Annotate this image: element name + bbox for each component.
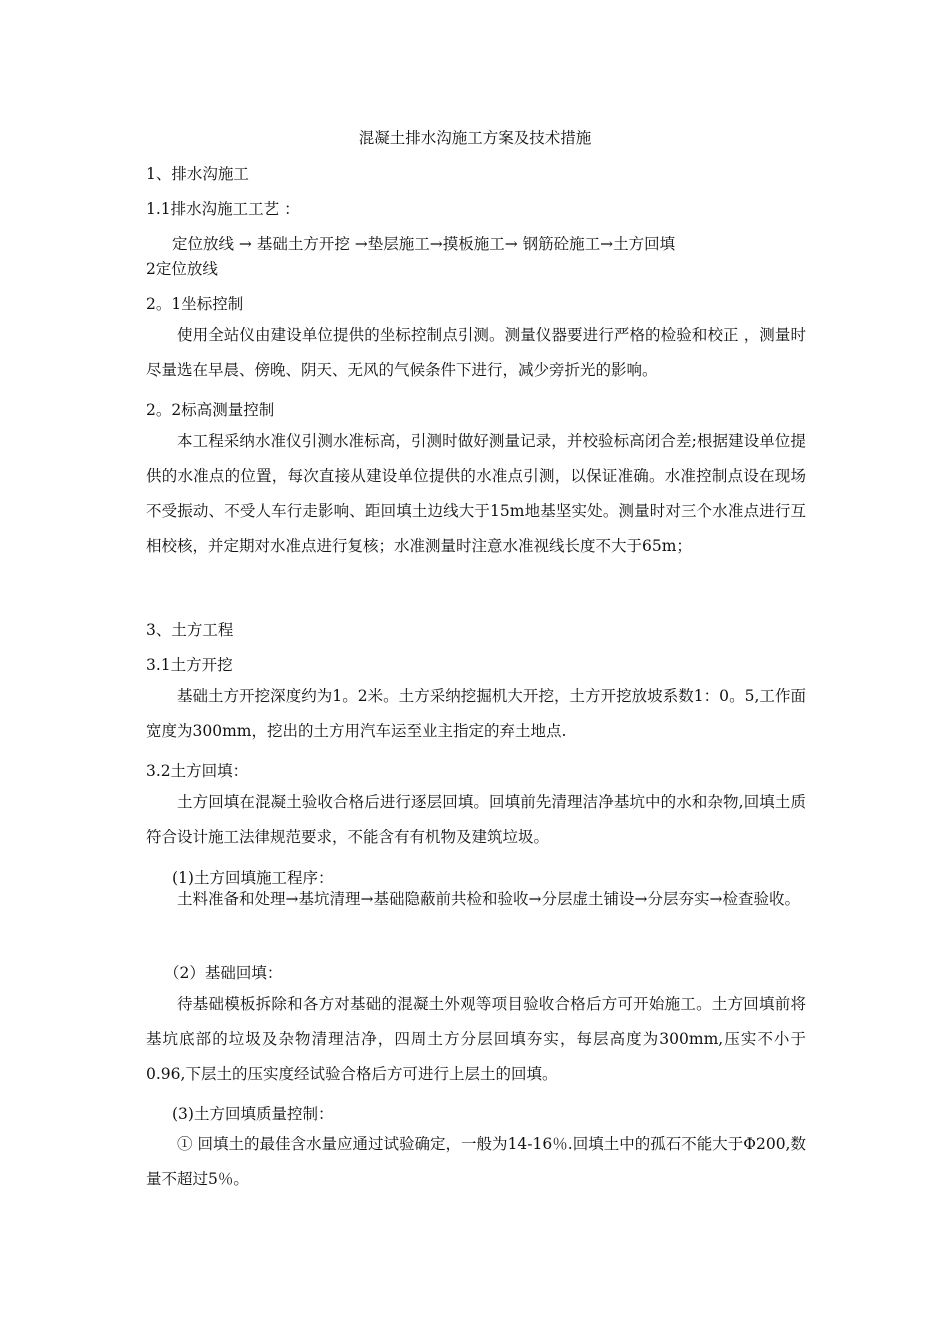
paragraph-2-2: 本工程采纳水准仪引测水准标高，引测时做好测量记录，并校验标高闭合差;根据建设单位提供的水准点的位置，每次直接从建设单位提供的水准点引测，以保证准确。水准控制点设在现场不受振动、不受人车行走影响、距回填土边线大于15m地基坚实处。测量时对三个水准点进行互相校核，并定期对水准点进行复核；水准测量时注意水准视线长度不大于65m； <box>146 432 806 555</box>
subheading-fill-procedure: (1)土方回填施工程序： <box>172 869 334 887</box>
subsection-heading-3-1: 3.1土方开挖 <box>146 656 233 674</box>
paragraph-quality-control: ① 回填土的最佳含水量应通过试验确定，一般为14-16％.回填土中的孤石不能大于Φ200,数量不超过5％。 <box>146 1135 806 1188</box>
subsection-heading-2-2: 2。2标高测量控制 <box>146 401 275 419</box>
paragraph-3-2: 土方回填在混凝土验收合格后进行逐层回填。回填前先清理洁净基坑中的水和杂物,回填土质符合设计施工法律规范要求，不能含有有机物及建筑垃圾。 <box>146 793 806 846</box>
paragraph-2-1: 使用全站仪由建设单位提供的坐标控制点引测。测量仪器要进行严格的检验和校正 ，测量时尽量选在早晨、傍晚、阴天、无风的气候条件下进行，减少旁折光的影响。 <box>146 326 806 379</box>
subsection-heading-3-2: 3.2土方回填： <box>146 762 249 780</box>
paragraph-foundation-fill: 待基础模板拆除和各方对基础的混凝土外观等项目验收合格后方可开始施工。土方回填前将基坑底部的垃圾及杂物清理洁净，四周土方分层回填夯实，每层高度为300mm,压实不小于0.96,下层土的压实度经试验合格后方可进行上层土的回填。 <box>146 995 806 1083</box>
subheading-quality-control: (3)土方回填质量控制： <box>172 1105 334 1123</box>
subsection-heading-1-1: 1.1排水沟施工工艺 ： <box>146 200 300 218</box>
section-heading-2: 2定位放线 <box>146 260 218 278</box>
document-title: 混凝土排水沟施工方案及技术措施 <box>358 129 592 147</box>
section-heading-1: 1、排水沟施工 <box>146 165 249 183</box>
process-flow-text: 定位放线 → 基础土方开挖 →垫层施工→摸板施工→ 钢筋砼施工→土方回填 <box>172 235 676 253</box>
paragraph-3-1: 基础土方开挖深度约为1。2米。土方采纳挖掘机大开挖，土方开挖放坡系数1：0。5,工作面宽度为300mm，挖出的土方用汽车运至业主指定的弃土地点. <box>146 687 806 740</box>
paragraph-fill-procedure: 土料准备和处理→基坑清理→基础隐蔽前共检和验收→分层虚土铺设→分层夯实→检查验收。 <box>177 890 800 908</box>
subsection-heading-2-1: 2。1坐标控制 <box>146 295 244 313</box>
subheading-foundation-fill: （2）基础回填： <box>164 964 283 982</box>
section-heading-3: 3、土方工程 <box>146 621 234 639</box>
